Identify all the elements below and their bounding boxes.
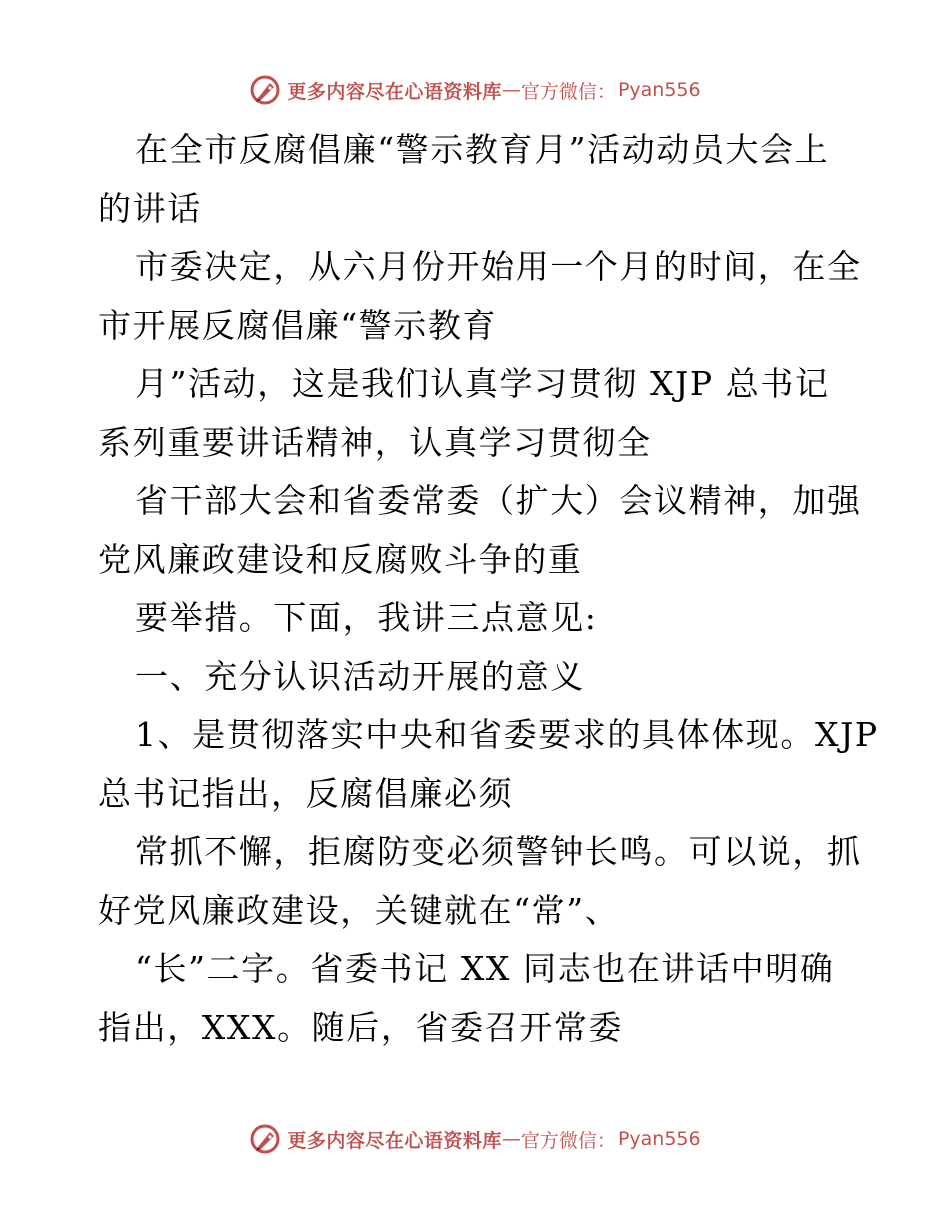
paragraph-line: 系列重要讲话精神，认真学习贯彻全: [98, 422, 652, 462]
paragraph-line: 省干部大会和省委常委（扩大）会议精神，加强: [135, 481, 862, 520]
banner-main-text: 更多内容尽在心语资料库: [287, 1129, 502, 1152]
pen-nib-logo-icon: [249, 1123, 281, 1155]
document-body: [98, 121, 879, 1057]
pen-nib-logo-icon: [249, 74, 281, 106]
paragraph-line: 党风廉政建设和反腐败斗争的重: [98, 539, 583, 579]
title-line-2: 的讲话: [98, 188, 202, 228]
paragraph-line: 总书记指出，反腐倡廉必须: [98, 773, 514, 813]
banner-dash: —: [501, 1128, 521, 1150]
paragraph-line: 1、是贯彻落实中央和省委要求的具体体现。XJP: [135, 715, 879, 754]
section-heading: 一、充分认识活动开展的意义: [135, 656, 585, 696]
paragraph-line: 月”活动，这是我们认真学习贯彻 XJP 总书记: [135, 364, 830, 403]
title-line-1: 在全市反腐倡廉“警示教育月”活动动员大会上: [135, 130, 830, 169]
paragraph-line: 要举措。下面，我讲三点意见:: [135, 598, 598, 637]
header-banner: [0, 70, 950, 110]
paragraph-line: 市开展反腐倡廉“警示教育: [98, 305, 498, 345]
banner-wechat-id: Pyan556: [617, 79, 701, 101]
paragraph-line: 指出，XXX。随后，省委召开常委: [98, 1007, 624, 1047]
paragraph-line: 好党风廉政建设，关键就在“常”、: [98, 890, 620, 930]
paragraph-line: “长”二字。省委书记 XX 同志也在讲话中明确: [135, 949, 835, 988]
paragraph-line: 常抓不懈，拒腐防变必须警钟长鸣。可以说，抓: [135, 832, 862, 871]
banner-dash: —: [501, 79, 521, 101]
banner-wechat-label: 官方微信：: [520, 1129, 616, 1152]
banner-main-text: 更多内容尽在心语资料库: [287, 80, 502, 103]
footer-banner: [0, 1119, 950, 1159]
paragraph-line: 市委决定，从六月份开始用一个月的时间，在全: [135, 247, 862, 286]
banner-wechat-id: Pyan556: [617, 1128, 701, 1150]
banner-wechat-label: 官方微信：: [520, 80, 616, 103]
